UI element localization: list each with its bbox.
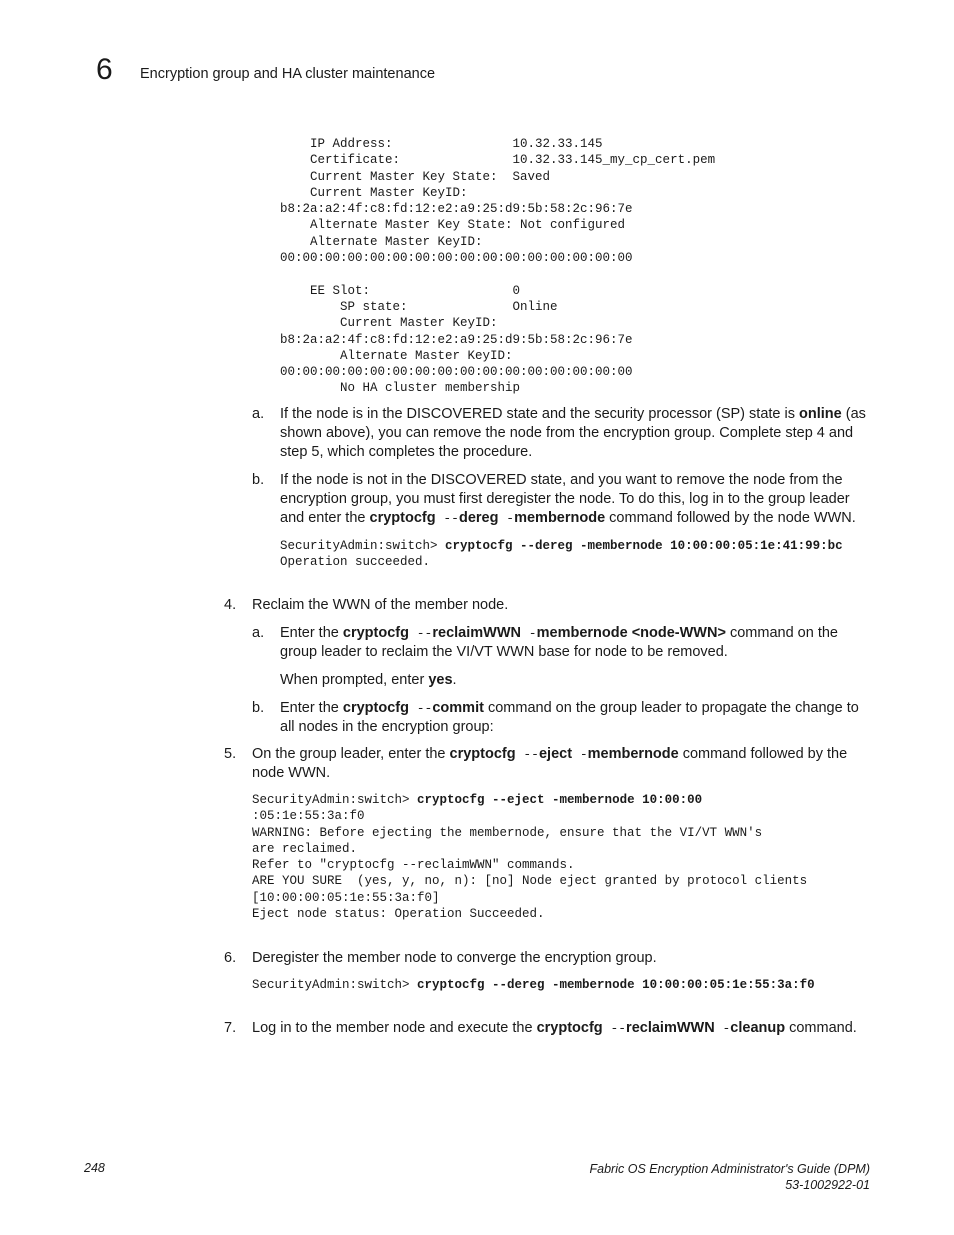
code-line: are reclaimed.	[252, 841, 358, 856]
step-3b-marker: b.	[252, 472, 265, 488]
doc-number: 53-1002922-01	[785, 1178, 870, 1192]
code-line: WARNING: Before ejecting the membernode, ensure that the VI/VT WWN's	[252, 825, 763, 840]
step-4a-prompt-note: When prompted, enter yes.	[280, 672, 457, 688]
step-4a-marker: a.	[252, 625, 265, 641]
doc-footer	[590, 1161, 870, 1193]
code-line: b8:2a:a2:4f:c8:fd:12:e2:a9:25:d9:5b:58:2c:96:7e	[280, 332, 633, 347]
step-6-marker: 6.	[224, 950, 237, 966]
code-line: b8:2a:a2:4f:c8:fd:12:e2:a9:25:d9:5b:58:2c:96:7e	[280, 202, 633, 217]
step-4b-text: Enter the cryptocfg --commit command on the group leader to propagate the change to all nodes in the encryption group:	[280, 700, 859, 735]
step-3a-marker: a.	[252, 406, 265, 422]
page-number: 248	[84, 1161, 105, 1175]
code-line: :05:1e:55:3a:f0	[252, 809, 365, 824]
code-line: EE Slot: 0	[310, 283, 521, 298]
step-4a-text: Enter the cryptocfg --reclaimWWN -membernode <node-WWN> command on the group leader to reclaim the VI/VT WWN base for node to be removed.	[280, 625, 838, 660]
code-line: 00:00:00:00:00:00:00:00:00:00:00:00:00:00:00:00	[280, 251, 633, 266]
step-3b-text: If the node is not in the DISCOVERED state, and you want to remove the node from the encryption group, you must first deregister the node. To do this, log in to the group leader and enter the cryptocfg --dereg -membernode command followed by the node WWN.	[280, 472, 856, 526]
doc-title: Fabric OS Encryption Administrator's Guide (DPM)	[589, 1162, 870, 1176]
code-block-dereg-final: SecurityAdmin:switch> cryptocfg --dereg -membernode 10:00:00:05:1e:55:3a:f0	[252, 978, 815, 992]
chapter-title: Encryption group and HA cluster maintenance	[140, 66, 436, 82]
step-4-text: Reclaim the WWN of the member node.	[252, 597, 509, 613]
code-line: Refer to "cryptocfg --reclaimWWN" commands.	[252, 858, 575, 873]
code-line: SP state: Online	[340, 299, 558, 314]
code-line: Current Master KeyID:	[340, 316, 498, 331]
code-line: No HA cluster membership	[280, 381, 521, 396]
step-5-text: On the group leader, enter the cryptocfg --eject -membernode command followed by the node WWN.	[252, 746, 848, 781]
step-4b-marker: b.	[252, 700, 265, 716]
code-line: Current Master KeyID:	[310, 185, 468, 200]
code-line: Eject node status: Operation Succeeded.	[252, 907, 545, 922]
code-line: Current Master Key State: Saved	[310, 169, 551, 184]
code-block-dereg: SecurityAdmin:switch> cryptocfg --dereg -membernode 10:00:00:05:1e:41:99:bc Operation succeeded.	[280, 539, 843, 570]
code-block-eject: SecurityAdmin:switch> cryptocfg --eject -membernode 10:00:00 :05:1e:55:3a:f0 WARNING: Before ejecting the membernode, ensure that the VI/VT WWN's are reclaimed. Refer to "cryptocfg --reclaimWWN" commands. ARE YOU SURE (yes, y, no, n): [no] Node eject granted by protocol clients [10:00:00:05:1e:55:3a:f0] Eject node status: Operation Succeeded.	[252, 793, 808, 922]
code-line: 00:00:00:00:00:00:00:00:00:00:00:00:00:00:00:00	[280, 365, 633, 380]
step-7-marker: 7.	[224, 1020, 237, 1036]
code-line: Alternate Master KeyID:	[340, 348, 513, 363]
step-3a-text: If the node is in the DISCOVERED state and the security processor (SP) state is online (as shown above), you can remove the node from the encryption group. Complete step 4 and step 5, which completes the procedure.	[280, 406, 866, 460]
code-line: IP Address: 10.32.33.145	[310, 137, 603, 151]
code-line: Certificate: 10.32.33.145_my_cp_cert.pem	[310, 153, 716, 168]
code-line: [10:00:00:05:1e:55:3a:f0]	[252, 890, 440, 905]
code-line: Alternate Master KeyID:	[310, 234, 483, 249]
chapter-number: 6	[96, 53, 113, 86]
step-4-marker: 4.	[224, 597, 237, 613]
code-line: ARE YOU SURE (yes, y, no, n): [no] Node eject granted by protocol clients	[252, 874, 808, 889]
code-block-encryption-status	[280, 136, 715, 397]
step-5-marker: 5.	[224, 746, 237, 762]
step-7-text: Log in to the member node and execute the cryptocfg --reclaimWWN -cleanup command.	[252, 1020, 857, 1036]
code-line: Alternate Master Key State: Not configured	[310, 218, 626, 233]
step-6-text: Deregister the member node to converge the encryption group.	[252, 950, 657, 966]
